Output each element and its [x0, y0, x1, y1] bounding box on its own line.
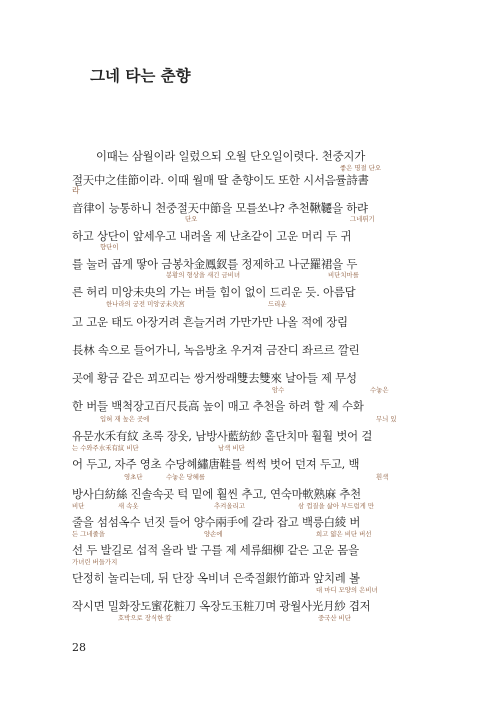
text-line: 절天中之佳節이라. 이때 월매 딸 춘향이도 또한 시서음률詩書: [72, 173, 369, 187]
gloss-note: 새 속옷: [118, 502, 139, 510]
text-line-wrap: 라: [72, 186, 80, 195]
gloss-note: 암수: [272, 386, 285, 394]
gloss-note: 비단: [72, 502, 85, 510]
chapter-title: 그네 타는 춘향: [90, 67, 191, 85]
text-line: 선 두 발길로 섭적 올라 발 구를 제 세류細柳 같은 고운 몸을: [72, 543, 359, 557]
gloss-note: 대 마디 모양의 은비녀: [316, 586, 378, 594]
text-line: 곳에 황금 같은 꾀꼬리는 쌍거쌍래雙去雙來 날아들 제 무성: [72, 371, 357, 385]
text-line: 방사白紡絲 진솔속곳 턱 밑에 훨씬 추고, 연숙마軟熟麻 추천: [72, 487, 361, 501]
gloss-note: 중국산 비단: [318, 614, 351, 622]
gloss-note: 수놓은 당혜를: [166, 473, 206, 481]
gloss-note: 수놓은: [370, 386, 389, 394]
text-line: 고 고운 태도 아장거려 흔늘거려 가만가만 나올 적에 장림: [72, 315, 348, 329]
gloss-note: 는 수와주水禾有紋 비단: [72, 444, 139, 452]
text-line: 長林 속으로 들어가니, 녹음방초 우거져 금잔디 좌르르 깔린: [72, 343, 360, 357]
gloss-note: 영초단: [124, 473, 143, 481]
page-number: 28: [72, 641, 86, 654]
gloss-note: 희고 얇은 비단 버선: [316, 530, 372, 538]
gloss-note: 향단이: [100, 243, 119, 251]
gloss-note: 입혀 재 높은 곳에: [100, 415, 150, 423]
gloss-note: 가녀린 버들가지: [72, 558, 118, 566]
gloss-note: 드리운: [268, 300, 287, 308]
gloss-note: 추켜올리고: [214, 502, 245, 510]
gloss-note: 무늬 있: [376, 415, 397, 423]
text-line: 유문水禾有紋 초록 장옷, 남방사藍紡紗 홑단치마 훨훨 벗어 걸: [72, 429, 373, 443]
gloss-note: 그네뛰기: [350, 215, 375, 223]
text-line: 를 눌러 곱게 땋아 금봉차金鳳釵를 정제하고 나군羅裙을 두: [72, 257, 358, 271]
gloss-note: 호박으로 장식한 칼: [118, 614, 172, 622]
text-line: 작시면 밀화장도蜜花粧刀 옥장도玉粧刀며 광월사光月紗 겹저: [72, 599, 371, 613]
gloss-note: 흰색: [376, 473, 389, 481]
text-line: 단정히 놀리는데, 뒤 단장 옥비녀 은죽절銀竹節과 앞치레 볼: [72, 571, 360, 585]
gloss-note: 든 그네줄을: [72, 530, 105, 538]
text-line: 줄을 섬섬옥수 넌짓 들어 양수兩手에 갈라 잡고 백릉白綾 버: [72, 515, 361, 529]
text-line: 어 두고, 자주 영초 수당혜繡唐鞋를 썩썩 벗어 던져 두고, 백: [72, 457, 360, 471]
gloss-note: 봉황의 형상을 새긴 금비녀: [166, 271, 241, 279]
gloss-note: 양손에: [204, 530, 223, 538]
text-line: 音律이 능통하니 천중절天中節을 모를쏘냐? 추천鞦韆을 하랴: [72, 201, 368, 215]
gloss-note: 비단치마를: [328, 271, 359, 279]
gloss-note: 삼 껍질을 삶아 부드럽게 만: [298, 502, 375, 510]
text-line: 하고 상단이 앞세우고 내려올 제 난초같이 고운 머리 두 귀: [72, 229, 352, 243]
gloss-note: 한나라의 궁전 미앙궁未央宮: [106, 300, 185, 308]
text-line: 른 허리 미앙未央의 가는 버들 힘이 없이 드리운 듯. 아름답: [72, 285, 356, 299]
gloss-note: 좋은 명절 단오: [340, 164, 382, 172]
gloss-note: 단오: [185, 215, 198, 223]
text-line: 이때는 삼월이라 일렀으되 오월 단오일이렷다. 천중지가: [96, 149, 366, 163]
text-line: 한 버들 백척장고百尺長高 높이 매고 추천을 하려 할 제 수화: [72, 399, 364, 413]
gloss-note: 남색 비단: [218, 444, 245, 452]
